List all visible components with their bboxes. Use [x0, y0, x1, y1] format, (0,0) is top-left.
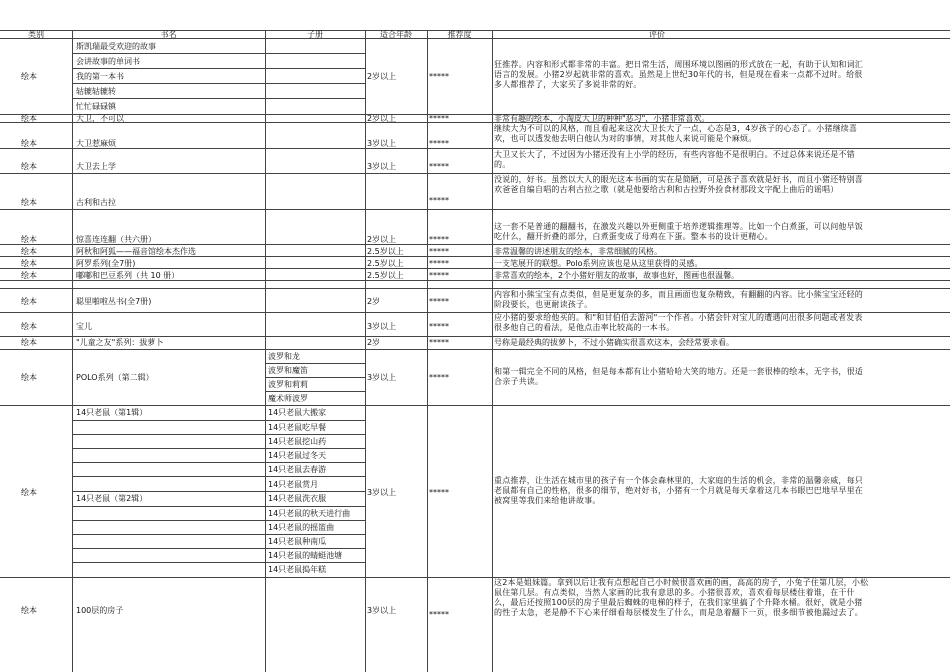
title-cell: 轱辘轱辘转	[76, 87, 116, 96]
header-age: 适合年龄	[380, 30, 412, 39]
review-cell: 狂推荐。内容和形式都非常的丰富。把日常生活，周围环境以图画的形式放在一起，有助于认知和词汇语言的发展。小猪2岁起就非常的喜欢。虽然是上世纪30年代的书，但是现在看来一点都不过时。给很多人都推荐了，大家买了多说非常的好。	[494, 60, 863, 89]
grid-line	[72, 548, 365, 549]
rating-cell: *****	[429, 322, 449, 331]
rating-cell: *****	[429, 72, 449, 81]
age-cell: 2岁以上	[367, 114, 397, 123]
header-volume: 子册	[307, 30, 323, 39]
volume-cell: 14只老鼠赏月	[268, 480, 319, 489]
grid-line	[72, 506, 365, 507]
category-cell: 绘本	[21, 373, 37, 382]
grid-line	[0, 349, 950, 350]
volume-cell: 14只老鼠去春游	[268, 465, 327, 474]
review-cell: 重点推荐，让生活在城市里的孩子有一个体会森林里的，大家庭的生活的机会，非常的温馨亲威，每只老鼠都有自己的性格，很多的细节，绝对好书，小猪有一个月就是每天拿着这几本书眼巴巴地早早里在被窝里等我们来给他讲故事。	[494, 476, 863, 505]
title-cell: 惊喜连连翻（共六册）	[76, 235, 156, 244]
title-cell: 阿秋和阿狐——福音馆绘本杰作选	[76, 247, 196, 256]
title-cell: 聪里啪啦丛书(全7册)	[76, 297, 152, 306]
rating-cell: *****	[429, 139, 449, 148]
age-cell: 2岁	[367, 338, 381, 347]
review-cell: 非常有趣的绘本，小淘皮大卫的种种"恶习"，小猪非常喜欢。	[494, 114, 710, 123]
grid-line	[0, 148, 950, 149]
age-cell: 2.5岁以上	[367, 259, 404, 268]
age-cell: 3岁以上	[367, 139, 397, 148]
volume-cell: 波罗和魔笛	[268, 366, 308, 375]
grid-line	[265, 30, 266, 672]
volume-cell: 14只老鼠捣年糕	[268, 565, 327, 574]
review-cell: 非常温馨的讲述朋友的绘本，非常细腻的风格。	[494, 247, 662, 256]
grid-line	[0, 173, 950, 174]
title-cell: 14只老鼠（第2辑）	[76, 494, 148, 503]
volume-cell: 14只老鼠大搬家	[268, 408, 327, 417]
age-cell: 3岁以上	[367, 322, 397, 331]
category-cell: 绘本	[21, 72, 37, 81]
title-cell: 阿罗系列(全7册)	[76, 259, 136, 268]
header-category: 类别	[28, 30, 44, 39]
title-cell: 会讲故事的单词书	[76, 57, 140, 66]
title-cell: 14只老鼠（第1辑）	[76, 408, 148, 417]
volume-cell: 14只老鼠的秋天进行曲	[268, 509, 351, 518]
title-cell: 大卫，不可以	[76, 114, 124, 123]
rating-cell: *****	[429, 259, 449, 268]
category-cell: 绘本	[21, 488, 37, 497]
grid-line	[72, 520, 365, 521]
volume-cell: 14只老鼠的摇篮曲	[268, 523, 335, 532]
grid-line	[72, 98, 365, 99]
title-cell: 大卫去上学	[76, 162, 116, 171]
title-cell: 100层的房子	[76, 606, 124, 615]
volume-cell: 魔术师波罗	[268, 394, 308, 403]
grid-line	[72, 462, 365, 463]
header-title: 书名	[160, 30, 177, 39]
header-review: 评价	[649, 30, 665, 39]
grid-line	[72, 476, 365, 477]
review-cell: 号称是最经典的拔萝卜，不过小猪确实很喜欢这本，会经常要求看。	[494, 338, 734, 347]
grid-line	[72, 448, 365, 449]
grid-line	[0, 288, 950, 289]
title-cell: 大卫惹麻烦	[76, 139, 116, 148]
category-cell: 绘本	[21, 198, 37, 207]
grid-line	[72, 491, 365, 492]
category-cell: 绘本	[21, 271, 37, 280]
grid-line	[0, 244, 950, 245]
title-cell: 宝儿	[76, 322, 92, 331]
title-cell: 斯凯瑞最受欢迎的故事	[76, 42, 156, 51]
rating-cell: *****	[429, 235, 449, 244]
category-cell: 绘本	[21, 322, 37, 331]
review-cell: 内容和小熊宝宝有点类似，但是更复杂的多，而且画面也复杂精致，有翻翻的内容。比小熊宝宝还轻的阶段要长，也更耐读孩子。	[494, 290, 863, 309]
volume-cell: 波罗和龙	[268, 352, 300, 361]
volume-cell: 14只老鼠的蜻蜓池塘	[268, 551, 343, 560]
title-cell: 嘟嘟和巴豆系列（共 10 册）	[76, 271, 180, 280]
grid-line	[0, 209, 950, 210]
grid-line	[265, 363, 365, 364]
review-cell: 应小猪的要求给他买的。和"和甘伯伯去游河"一个作者。小猪会针对宝儿的遭遇问出很多问题或者发表很多他自己的看法，是他点击率比较高的一本书。	[494, 313, 863, 332]
age-cell: 2.5岁以上	[367, 271, 404, 280]
rating-cell: *****	[429, 373, 449, 382]
rating-cell: *****	[429, 338, 449, 347]
rating-cell: *****	[429, 162, 449, 171]
age-cell: 3岁以上	[367, 488, 397, 497]
category-cell: 绘本	[21, 247, 37, 256]
rating-cell: *****	[429, 196, 449, 205]
age-cell: 3岁以上	[367, 162, 397, 171]
age-cell: 2岁以上	[367, 72, 397, 81]
grid-line	[72, 53, 365, 54]
rating-cell: *****	[429, 114, 449, 123]
age-cell: 2.5岁以上	[367, 247, 404, 256]
grid-line	[0, 280, 950, 281]
age-cell: 3岁以上	[367, 606, 397, 615]
category-cell: 绘本	[21, 338, 37, 347]
category-cell: 绘本	[21, 139, 37, 148]
review-cell: 一支笔展开的联想。Polo系列应该也是从这里获得的灵感。	[494, 259, 703, 268]
grid-line	[72, 434, 365, 435]
grid-line	[72, 534, 365, 535]
volume-cell: 14只老鼠挖山药	[268, 437, 327, 446]
header-stars: 推荐度	[447, 30, 472, 39]
rating-cell: *****	[429, 247, 449, 256]
grid-line	[72, 68, 365, 69]
title-cell: 忙忙碌碌镇	[76, 102, 116, 111]
rating-cell: *****	[429, 271, 449, 280]
review-cell: 非常喜欢的绘本，2个小猪好朋友的故事，故事也好，图画也很温馨。	[494, 271, 740, 280]
category-cell: 绘本	[21, 114, 37, 123]
review-cell: 继续大为不可以的风格，而且看起来这次大卫长大了一点，心态是3，4岁孩子的心态了。小猪继续喜欢，也可以透发他去明白他认为对的事情，对其他人来说可能是个麻烦。	[494, 124, 858, 143]
grid-line	[0, 336, 950, 337]
grid-line	[0, 122, 950, 123]
volume-cell: 14只老鼠种南瓜	[268, 537, 327, 546]
category-cell: 绘本	[21, 606, 37, 615]
review-cell: 这一套不是普通的翻翻书，在激发兴趣以外更侧重于培养逻辑推理等。比如一个白煮蛋，可以问他早饭吃什么，翻开折叠的部分，白煮蛋变成了母鸡在下蛋。整本书的设计更精心。	[494, 222, 863, 241]
title-cell: POLO系列（第二辑）	[76, 373, 154, 382]
age-cell: 2岁以上	[367, 235, 397, 244]
grid-line	[427, 30, 428, 672]
title-cell: 我的第一本书	[76, 72, 124, 81]
grid-line	[265, 377, 365, 378]
grid-line	[0, 256, 950, 257]
category-cell: 绘本	[21, 297, 37, 306]
grid-line	[0, 114, 950, 115]
grid-line	[72, 83, 365, 84]
volume-cell: 14只老鼠洗衣服	[268, 494, 327, 503]
volume-cell: 波罗和莉莉	[268, 380, 308, 389]
age-cell: 3岁以上	[367, 373, 397, 382]
volume-cell: 14只老鼠吃早餐	[268, 423, 327, 432]
grid-line	[265, 391, 365, 392]
grid-line	[72, 30, 73, 672]
review-cell: 没说的，好书。虽然以大人的眼光这本书画的实在是简陋，可是孩子喜欢就是好书，而且小猪还特别喜欢爸爸自编自唱的古利古拉之歌（就是他要给古利和古拉野外捡食材那段文字配上曲后的谣唱）	[494, 175, 863, 194]
title-cell: "儿童之友"系列：拔萝卜	[76, 338, 164, 347]
grid-line	[365, 30, 366, 672]
rating-cell: *****	[429, 610, 449, 619]
grid-line	[492, 30, 493, 672]
category-cell: 绘本	[21, 259, 37, 268]
grid-line	[0, 405, 950, 406]
review-cell: 和第一辑完全不同的风格，但是每本都有让小猪哈哈大笑的地方。还是一套很棒的绘本，无字书，很适合亲子共读。	[494, 367, 863, 386]
age-cell: 2岁	[367, 297, 381, 306]
rating-cell: *****	[429, 297, 449, 306]
rating-cell: *****	[429, 488, 449, 497]
title-cell: 古利和古拉	[76, 198, 116, 207]
grid-line	[72, 562, 365, 563]
volume-cell: 14只老鼠过冬天	[268, 451, 327, 460]
review-cell: 这2本是姐妹篇。拿到以后让我有点想起自己小时候很喜欢画的画，高高的房子，小兔子住第几层，小松鼠住第几层。有点类似，当然人家画的比我有意思的多。小猪很喜欢，喜欢看每层楼住着谁，在干什么，最后还按照100层的房子里最后蜘蛛的电梯的样子，在我们家里搞了个升降水桶。很好，就是小猪的性子太急，老是静不下心来仔细看每层楼发生了什么，而是急着翻下一页，很多细节被他漏过去了。	[494, 578, 869, 617]
grid-line	[0, 268, 950, 269]
category-cell: 绘本	[21, 235, 37, 244]
grid-line	[72, 420, 365, 421]
review-cell: 大卫又长大了，不过因为小猪还没有上小学的经历，有些内容他不是很明白。不过总体来说还是不错的。	[494, 150, 855, 169]
category-cell: 绘本	[21, 162, 37, 171]
